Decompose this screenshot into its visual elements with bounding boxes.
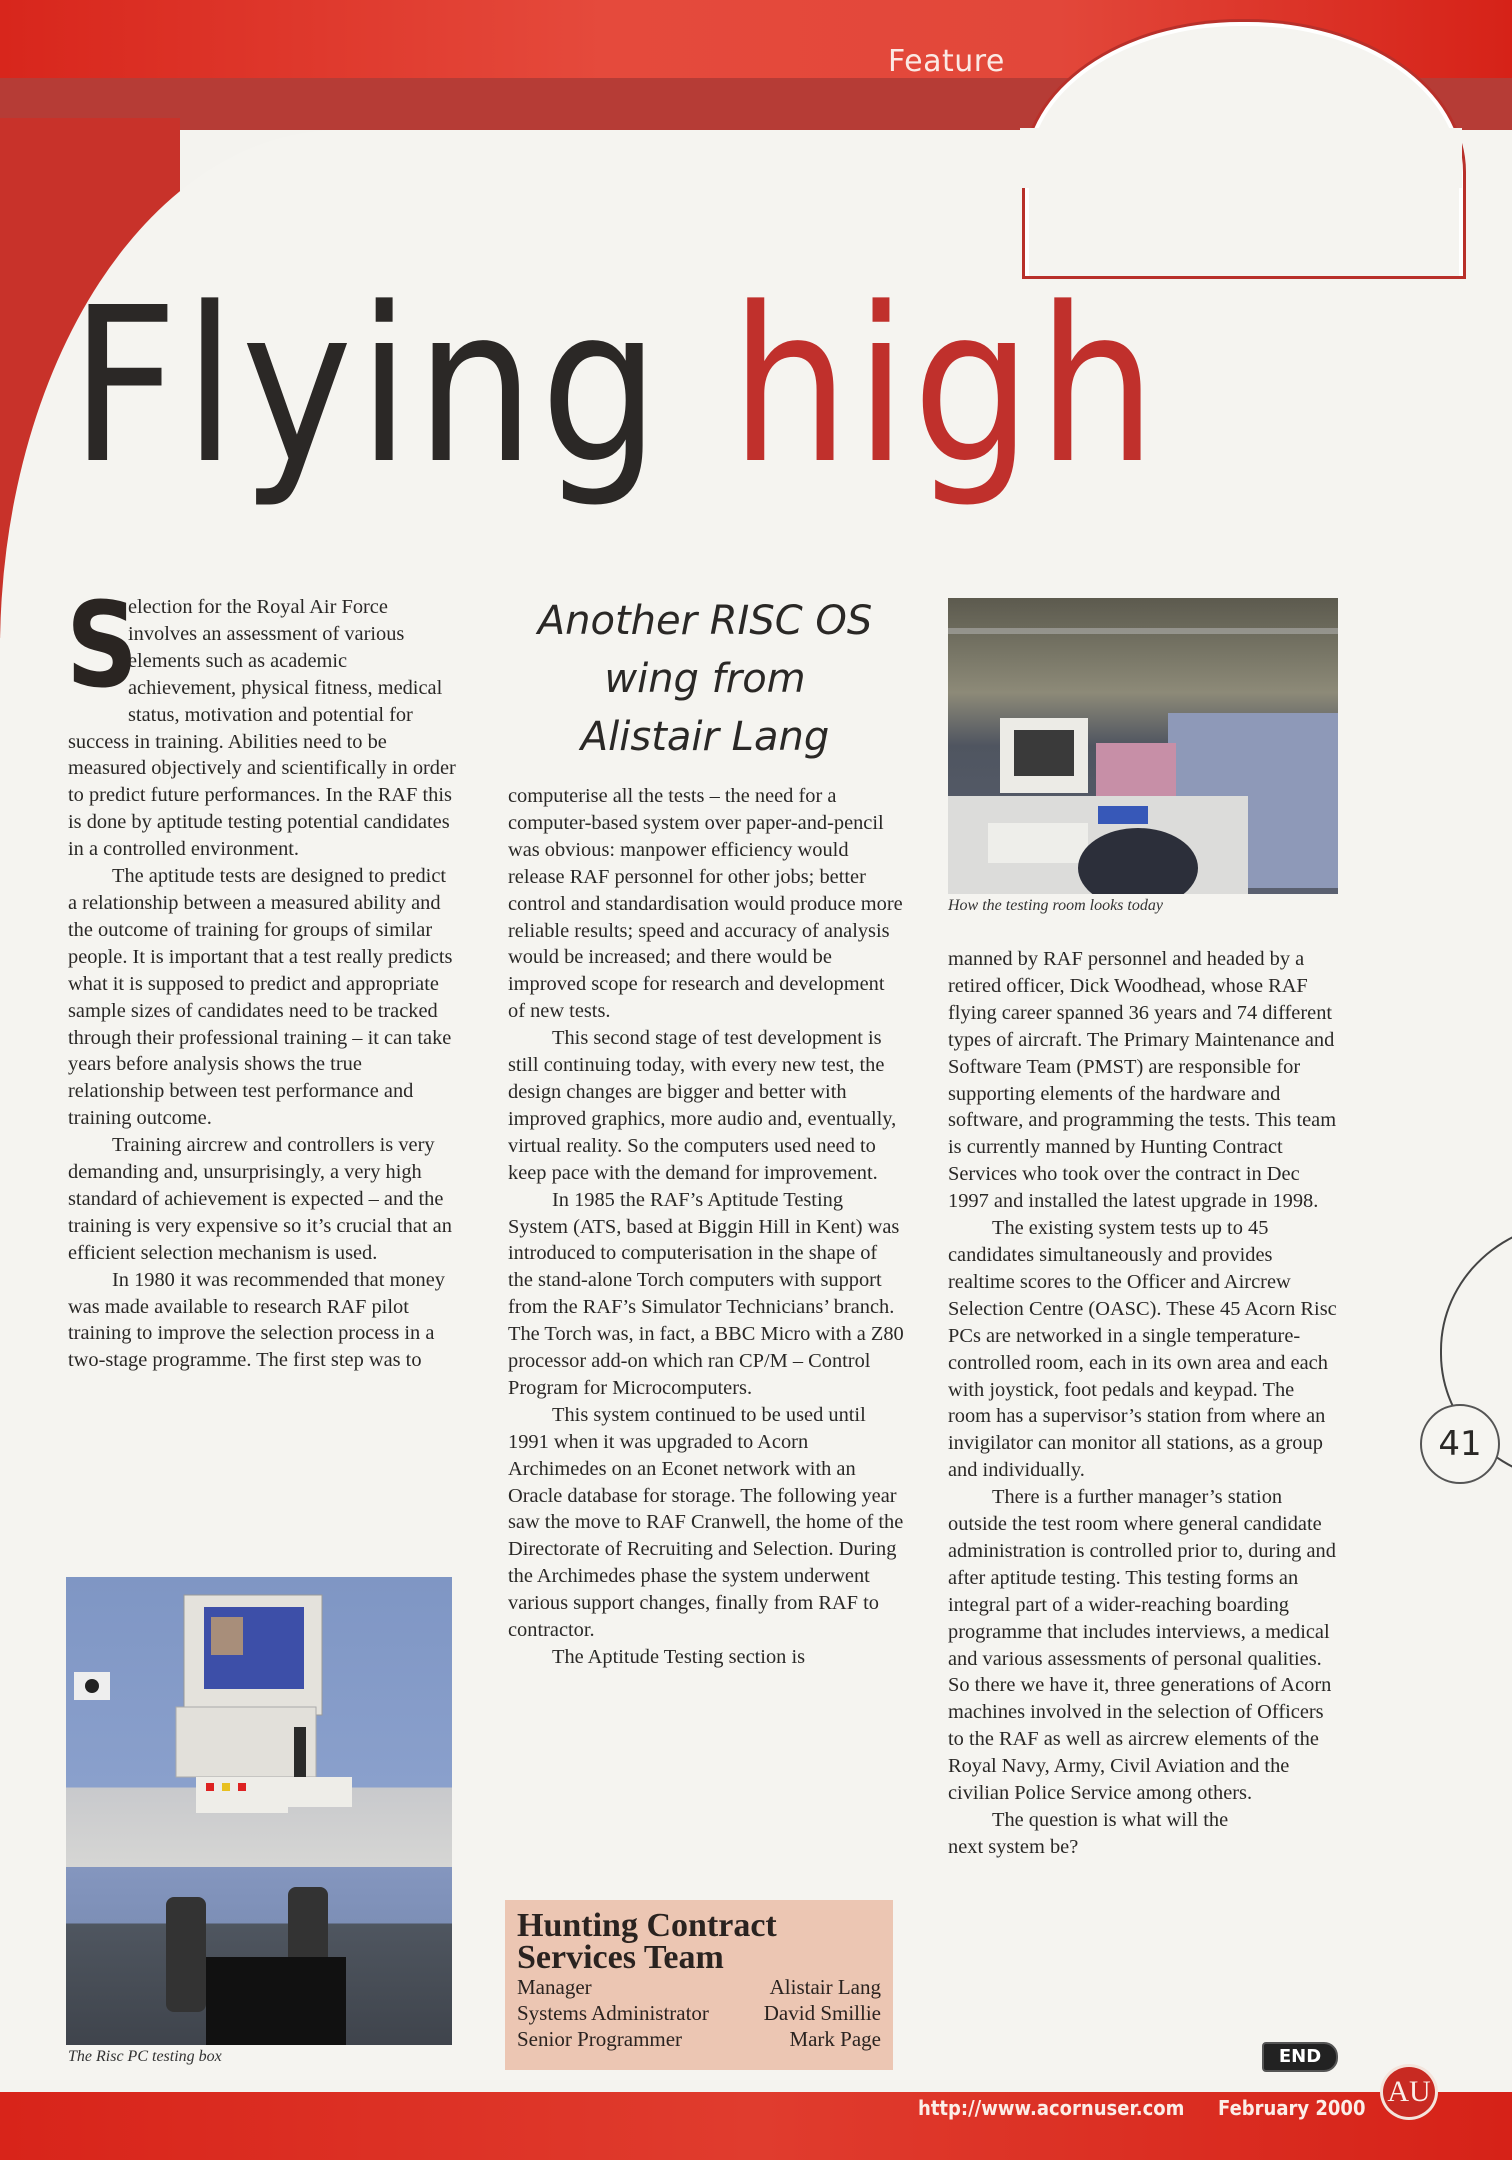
photo-caption: How the testing room looks today — [948, 897, 1163, 914]
infobox-row: Systems Administrator David Smillie — [517, 2001, 881, 2025]
section-label: Feature — [888, 44, 1005, 79]
infobox-title: Hunting Contract Services Team — [517, 1907, 777, 1976]
paragraph: In 1985 the RAF’s Aptitude Testing System (ATS, based at Biggin Hill in Kent) was introduced to computerisation in the shape of the stand-alone Torch computers with support from the RAF’s Simulator Technicians’ branch. The Torch was, in fact, a BBC Micro with a Z80 processor add-on which ran CP/M – Control Program for Microcomputers. — [508, 1188, 904, 1399]
paragraph: Training aircrew and controllers is very demanding and, unsurprisingly, a very high standard of achievement is expected – and the training is very expensive so it’s crucial that an efficient selection mechanism is used. — [68, 1134, 452, 1264]
paragraph: S election for the Royal Air Force involves an assessment of various elements such as academic achievement, physical fitness, medical status, motivation and potential for success in training. Abilities need to be measured objectively and scientifically in order to predict future performances. In the RAF this is done by aptitude testing potential candidates in a controlled environment. — [66, 576, 456, 861]
page-number: 41 — [1420, 1404, 1500, 1484]
paragraph: There is a further manager’s station outside the test room where general candidate administration is controlled prior to, during and after aptitude testing. This testing forms an integral part of a wider-reaching boarding programme that includes interviews, a medical and various assessments of personal qualities. So there we have it, three generations of Acorn machines involved in the selection of Officers to the RAF as well as aircrew elements of the Royal Navy, Army, Civil Aviation and the civilian Police Service among others. — [948, 1486, 1336, 1805]
photo-testing-room — [948, 598, 1338, 894]
paragraph: In 1980 it was recommended that money was made available to research RAF pilot training to improve the selection process in a two-stage programme. The first step was to — [68, 1268, 445, 1372]
drop-cap: S — [66, 576, 139, 714]
footer-url[interactable]: http://www.acornuser.com — [918, 2096, 1185, 2120]
standfirst: Another RISC OS wing from Alistair Lang — [537, 598, 873, 760]
photo-illustration — [66, 1577, 452, 2045]
paragraph: manned by RAF personnel and headed by a retired officer, Dick Woodhead, whose RAF flying career spanned 36 years and 74 different types of aircraft. The Primary Maintenance and Software Team (PMST) are responsible for supporting elements of the hardware and software, and programming the tests. This team is currently manned by Hunting Contract Services who took over the contract in Dec 1997 and installed the latest upgrade in 1998. — [948, 948, 1337, 1213]
paragraph: The Aptitude Testing section is — [552, 1646, 806, 1668]
paragraph: The aptitude tests are designed to predict a relationship between a measured ability and the outcome of training for groups of similar people. It is important that a test really predicts what it is supposed to predict and appropriate sample sizes of candidates need to be tracked through their professional training – it can take years before analysis shows the true relationship between test performance and training outcome. — [68, 865, 453, 1130]
photo-caption: The Risc PC testing box — [68, 2048, 222, 2065]
infobox-row: Manager Alistair Lang — [517, 1975, 881, 1999]
photo-illustration — [948, 598, 1338, 894]
column-3 — [948, 946, 1340, 1861]
headline-word-2: high — [730, 262, 1162, 511]
headline — [70, 262, 1162, 511]
footer-issue-date: February 2000 — [1218, 2096, 1366, 2120]
infobox-row: Senior Programmer Mark Page — [517, 2027, 881, 2051]
headline-word-1: Flying — [70, 262, 665, 511]
paragraph: This second stage of test development is still continuing today, with every new test, the design changes are bigger and better with improved graphics, more audio and, eventually, virtual reality. So the computers used need to keep pace with the demand for improvement. — [508, 1027, 897, 1184]
paragraph: This system continued to be used until 1991 when it was upgraded to Acorn Archimedes on an Econet network with an Oracle database for storage. The following year saw the move to RAF Cranwell, the home of the Directorate of Recruiting and Selection. During the Archimedes phase the system underwent various support changes, finally from RAF to contractor. — [508, 1403, 904, 1642]
end-badge: END — [1262, 2042, 1338, 2072]
column-2 — [508, 783, 906, 1671]
photo-testing-box — [66, 1577, 452, 2045]
paragraph: The existing system tests up to 45 candidates simultaneously and provides realtime scores to the Officer and Aircrew Selection Centre (OASC). These 45 Acorn Risc PCs are networked in a single temperature-controlled room, each in its own area and each with joystick, foot pedals and keypad. The room has a supervisor’s station from where an invigilator can monitor all stations, as a group and individually. — [948, 1217, 1337, 1482]
acorn-user-logo: AU — [1380, 2064, 1438, 2120]
paragraph: computerise all the tests – the need for a computer-based system over paper-and-pencil was obvious: manpower efficiency would release RAF personnel for other jobs; better control and standardisation would produce more reliable results; speed and accuracy of analysis would be increased; and there would be improved scope for research and development of new tests. — [508, 785, 903, 1023]
header-tab-fill — [1020, 128, 1462, 188]
paragraph: The question is what will the next system be? — [948, 1809, 1229, 1858]
column-1 — [66, 576, 458, 1374]
team-infobox — [505, 1900, 893, 2070]
